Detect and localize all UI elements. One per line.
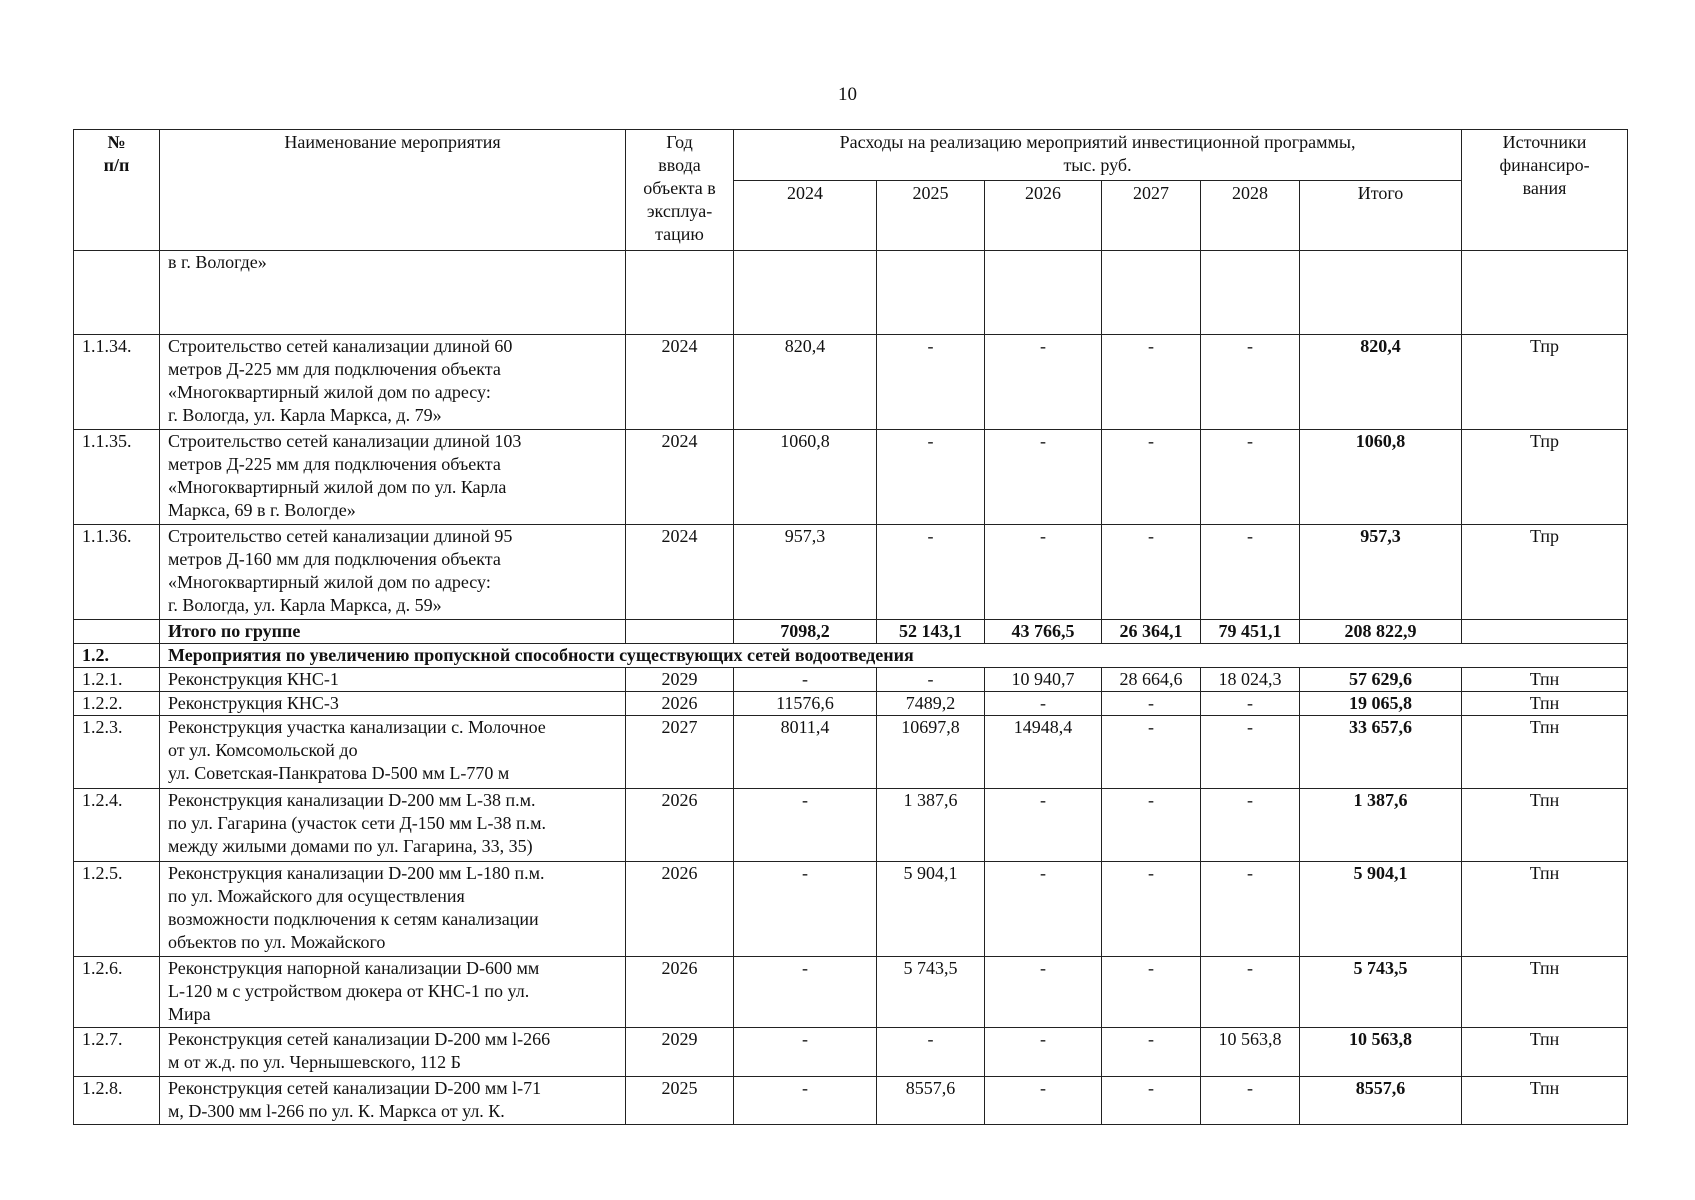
measure-name: Строительство сетей канализации длиной 103 метров Д-225 мм для подключения объекта «Многоквартирный жилой дом по ул. Карла Маркса, 69 в г. Вологде» [160,430,626,525]
financing-source: Тпн [1462,692,1628,716]
expense-cell [734,251,877,335]
expense-cell: - [1102,1077,1201,1125]
expense-cell: 10 940,7 [985,668,1102,692]
commissioning-year: 2026 [626,789,734,862]
investment-program-table [73,129,1628,1125]
expense-cell: - [985,1077,1102,1125]
measure-name: Реконструкция сетей канализации D-200 мм l-71 м, D-300 мм l-266 по ул. К. Маркса от ул. К. [160,1077,626,1125]
group-total-row [74,620,1628,644]
expense-cell: - [734,1077,877,1125]
financing-source: Тпн [1462,716,1628,789]
header-name: Наименование мероприятия [160,130,626,251]
table-row [74,692,1628,716]
header-year: Год ввода объекта в эксплуа- тацию [626,130,734,251]
expense-cell: - [1102,957,1201,1028]
expense-cell: 26 364,1 [1102,620,1201,644]
table-body [74,251,1628,1125]
header-total: Итого [1300,181,1462,251]
row-number [74,620,160,644]
expense-cell: - [734,862,877,957]
section-row [74,644,1628,668]
commissioning-year: 2029 [626,1028,734,1077]
expense-cell: - [1201,716,1300,789]
expense-cell: 43 766,5 [985,620,1102,644]
total-cell: 208 822,9 [1300,620,1462,644]
expense-cell: - [877,335,985,430]
row-number: 1.2.6. [74,957,160,1028]
expense-cell: - [1201,335,1300,430]
expense-cell [877,251,985,335]
table-row [74,251,1628,335]
page-number: 10 [838,84,857,105]
expense-cell: - [985,525,1102,620]
row-number: 1.2.7. [74,1028,160,1077]
total-cell: 5 743,5 [1300,957,1462,1028]
commissioning-year [626,251,734,335]
expense-cell: 5 904,1 [877,862,985,957]
header-source: Источники финансиро- вания [1462,130,1628,251]
expense-cell: - [1201,430,1300,525]
header-year-2025: 2025 [877,181,985,251]
header-expenses: Расходы на реализацию мероприятий инвестиционной программы, тыс. руб. [734,130,1462,181]
financing-source [1462,251,1628,335]
total-cell: 8557,6 [1300,1077,1462,1125]
expense-cell: 52 143,1 [877,620,985,644]
section-title: Мероприятия по увеличению пропускной способности существующих сетей водоотведения [160,644,1628,668]
total-cell: 33 657,6 [1300,716,1462,789]
table-row [74,430,1628,525]
measure-name: Реконструкция сетей канализации D-200 мм l-266 м от ж.д. по ул. Чернышевского, 112 Б [160,1028,626,1077]
expense-cell: - [1201,692,1300,716]
row-number: 1.2. [74,644,160,668]
row-number: 1.1.35. [74,430,160,525]
expense-cell: 28 664,6 [1102,668,1201,692]
total-cell: 1 387,6 [1300,789,1462,862]
expense-cell: - [985,789,1102,862]
row-number: 1.2.1. [74,668,160,692]
financing-source: Тпр [1462,525,1628,620]
commissioning-year: 2026 [626,957,734,1028]
expense-cell: - [1102,692,1201,716]
expense-cell: - [734,789,877,862]
row-number: 1.1.34. [74,335,160,430]
expense-cell: 11576,6 [734,692,877,716]
total-cell: 57 629,6 [1300,668,1462,692]
row-number: 1.2.2. [74,692,160,716]
expense-cell: - [1102,335,1201,430]
expense-cell: - [877,525,985,620]
header-year-2024: 2024 [734,181,877,251]
financing-source: Тпн [1462,668,1628,692]
row-number: 1.1.36. [74,525,160,620]
header-year-2027: 2027 [1102,181,1201,251]
financing-source: Тпн [1462,789,1628,862]
expense-cell: 10697,8 [877,716,985,789]
measure-name: Реконструкция КНС-3 [160,692,626,716]
expense-cell: 18 024,3 [1201,668,1300,692]
table-row [74,957,1628,1028]
expense-cell [985,251,1102,335]
expense-cell: - [734,957,877,1028]
expense-cell: - [985,1028,1102,1077]
total-cell [1300,251,1462,335]
commissioning-year: 2027 [626,716,734,789]
table-row [74,1028,1628,1077]
table-row [74,335,1628,430]
expense-cell: - [877,668,985,692]
total-cell: 5 904,1 [1300,862,1462,957]
expense-cell: 10 563,8 [1201,1028,1300,1077]
table-row [74,1077,1628,1125]
header-num: № п/п [74,130,160,251]
table-row [74,862,1628,957]
expense-cell: 79 451,1 [1201,620,1300,644]
row-number: 1.2.3. [74,716,160,789]
total-cell: 10 563,8 [1300,1028,1462,1077]
expense-cell [1201,251,1300,335]
measure-name: Строительство сетей канализации длиной 95 метров Д-160 мм для подключения объекта «Многоквартирный жилой дом по адресу: г. Вологда, ул. Карла Маркса, д. 59» [160,525,626,620]
table-row [74,668,1628,692]
expense-cell [1102,251,1201,335]
expense-cell: - [734,1028,877,1077]
expense-cell: - [734,668,877,692]
expense-cell: 8557,6 [877,1077,985,1125]
commissioning-year: 2024 [626,335,734,430]
expense-cell: 957,3 [734,525,877,620]
table-row [74,525,1628,620]
row-number: 1.2.8. [74,1077,160,1125]
measure-name: Итого по группе [160,620,626,644]
total-cell: 19 065,8 [1300,692,1462,716]
expense-cell: - [1201,1077,1300,1125]
expense-cell: - [985,335,1102,430]
measure-name: Реконструкция канализации D-200 мм L-180 п.м. по ул. Можайского для осуществления возможности подключения к сетям канализации объектов по ул. Можайского [160,862,626,957]
measure-name: Строительство сетей канализации длиной 60 метров Д-225 мм для подключения объекта «Многоквартирный жилой дом по адресу: г. Вологда, ул. Карла Маркса, д. 79» [160,335,626,430]
expense-cell: - [1102,862,1201,957]
row-number: 1.2.5. [74,862,160,957]
financing-source: Тпн [1462,862,1628,957]
row-number: 1.2.4. [74,789,160,862]
financing-source [1462,620,1628,644]
financing-source: Тпн [1462,1077,1628,1125]
measure-name: Реконструкция напорной канализации D-600 мм L-120 м с устройством дюкера от КНС-1 по ул. Мира [160,957,626,1028]
commissioning-year: 2024 [626,430,734,525]
expense-cell: - [985,862,1102,957]
total-cell: 820,4 [1300,335,1462,430]
expense-cell: - [1102,430,1201,525]
expense-cell: - [1201,789,1300,862]
expense-cell: 7098,2 [734,620,877,644]
financing-source: Тпн [1462,957,1628,1028]
measure-name: Реконструкция канализации D-200 мм L-38 п.м. по ул. Гагарина (участок сети Д-150 мм L-38 п.м. между жилыми домами по ул. Гагарина, 33, 35) [160,789,626,862]
commissioning-year: 2024 [626,525,734,620]
commissioning-year: 2025 [626,1077,734,1125]
expense-cell: 14948,4 [985,716,1102,789]
expense-cell: - [1102,525,1201,620]
expense-cell: 820,4 [734,335,877,430]
commissioning-year: 2026 [626,862,734,957]
commissioning-year: 2026 [626,692,734,716]
measure-name: Реконструкция КНС-1 [160,668,626,692]
expense-cell: 1 387,6 [877,789,985,862]
row-number [74,251,160,335]
expense-cell: - [1201,525,1300,620]
expense-cell: 1060,8 [734,430,877,525]
expense-cell: 7489,2 [877,692,985,716]
expense-cell: - [1102,1028,1201,1077]
expense-cell: 8011,4 [734,716,877,789]
expense-cell: - [985,957,1102,1028]
header-year-2028: 2028 [1201,181,1300,251]
table-row [74,716,1628,789]
financing-source: Тпн [1462,1028,1628,1077]
expense-cell: - [877,1028,985,1077]
measure-name: в г. Вологде» [160,251,626,335]
expense-cell: - [1201,957,1300,1028]
expense-cell: - [985,430,1102,525]
measure-name: Реконструкция участка канализации с. Молочное от ул. Комсомольской до ул. Советская-Панкратова D-500 мм L-770 м [160,716,626,789]
table-row [74,789,1628,862]
expense-cell: - [877,430,985,525]
financing-source: Тпр [1462,335,1628,430]
commissioning-year: 2029 [626,668,734,692]
expense-cell: 5 743,5 [877,957,985,1028]
expense-cell: - [985,692,1102,716]
commissioning-year [626,620,734,644]
expense-cell: - [1102,716,1201,789]
expense-cell: - [1102,789,1201,862]
expense-cell: - [1201,862,1300,957]
header-year-2026: 2026 [985,181,1102,251]
total-cell: 957,3 [1300,525,1462,620]
total-cell: 1060,8 [1300,430,1462,525]
financing-source: Тпр [1462,430,1628,525]
